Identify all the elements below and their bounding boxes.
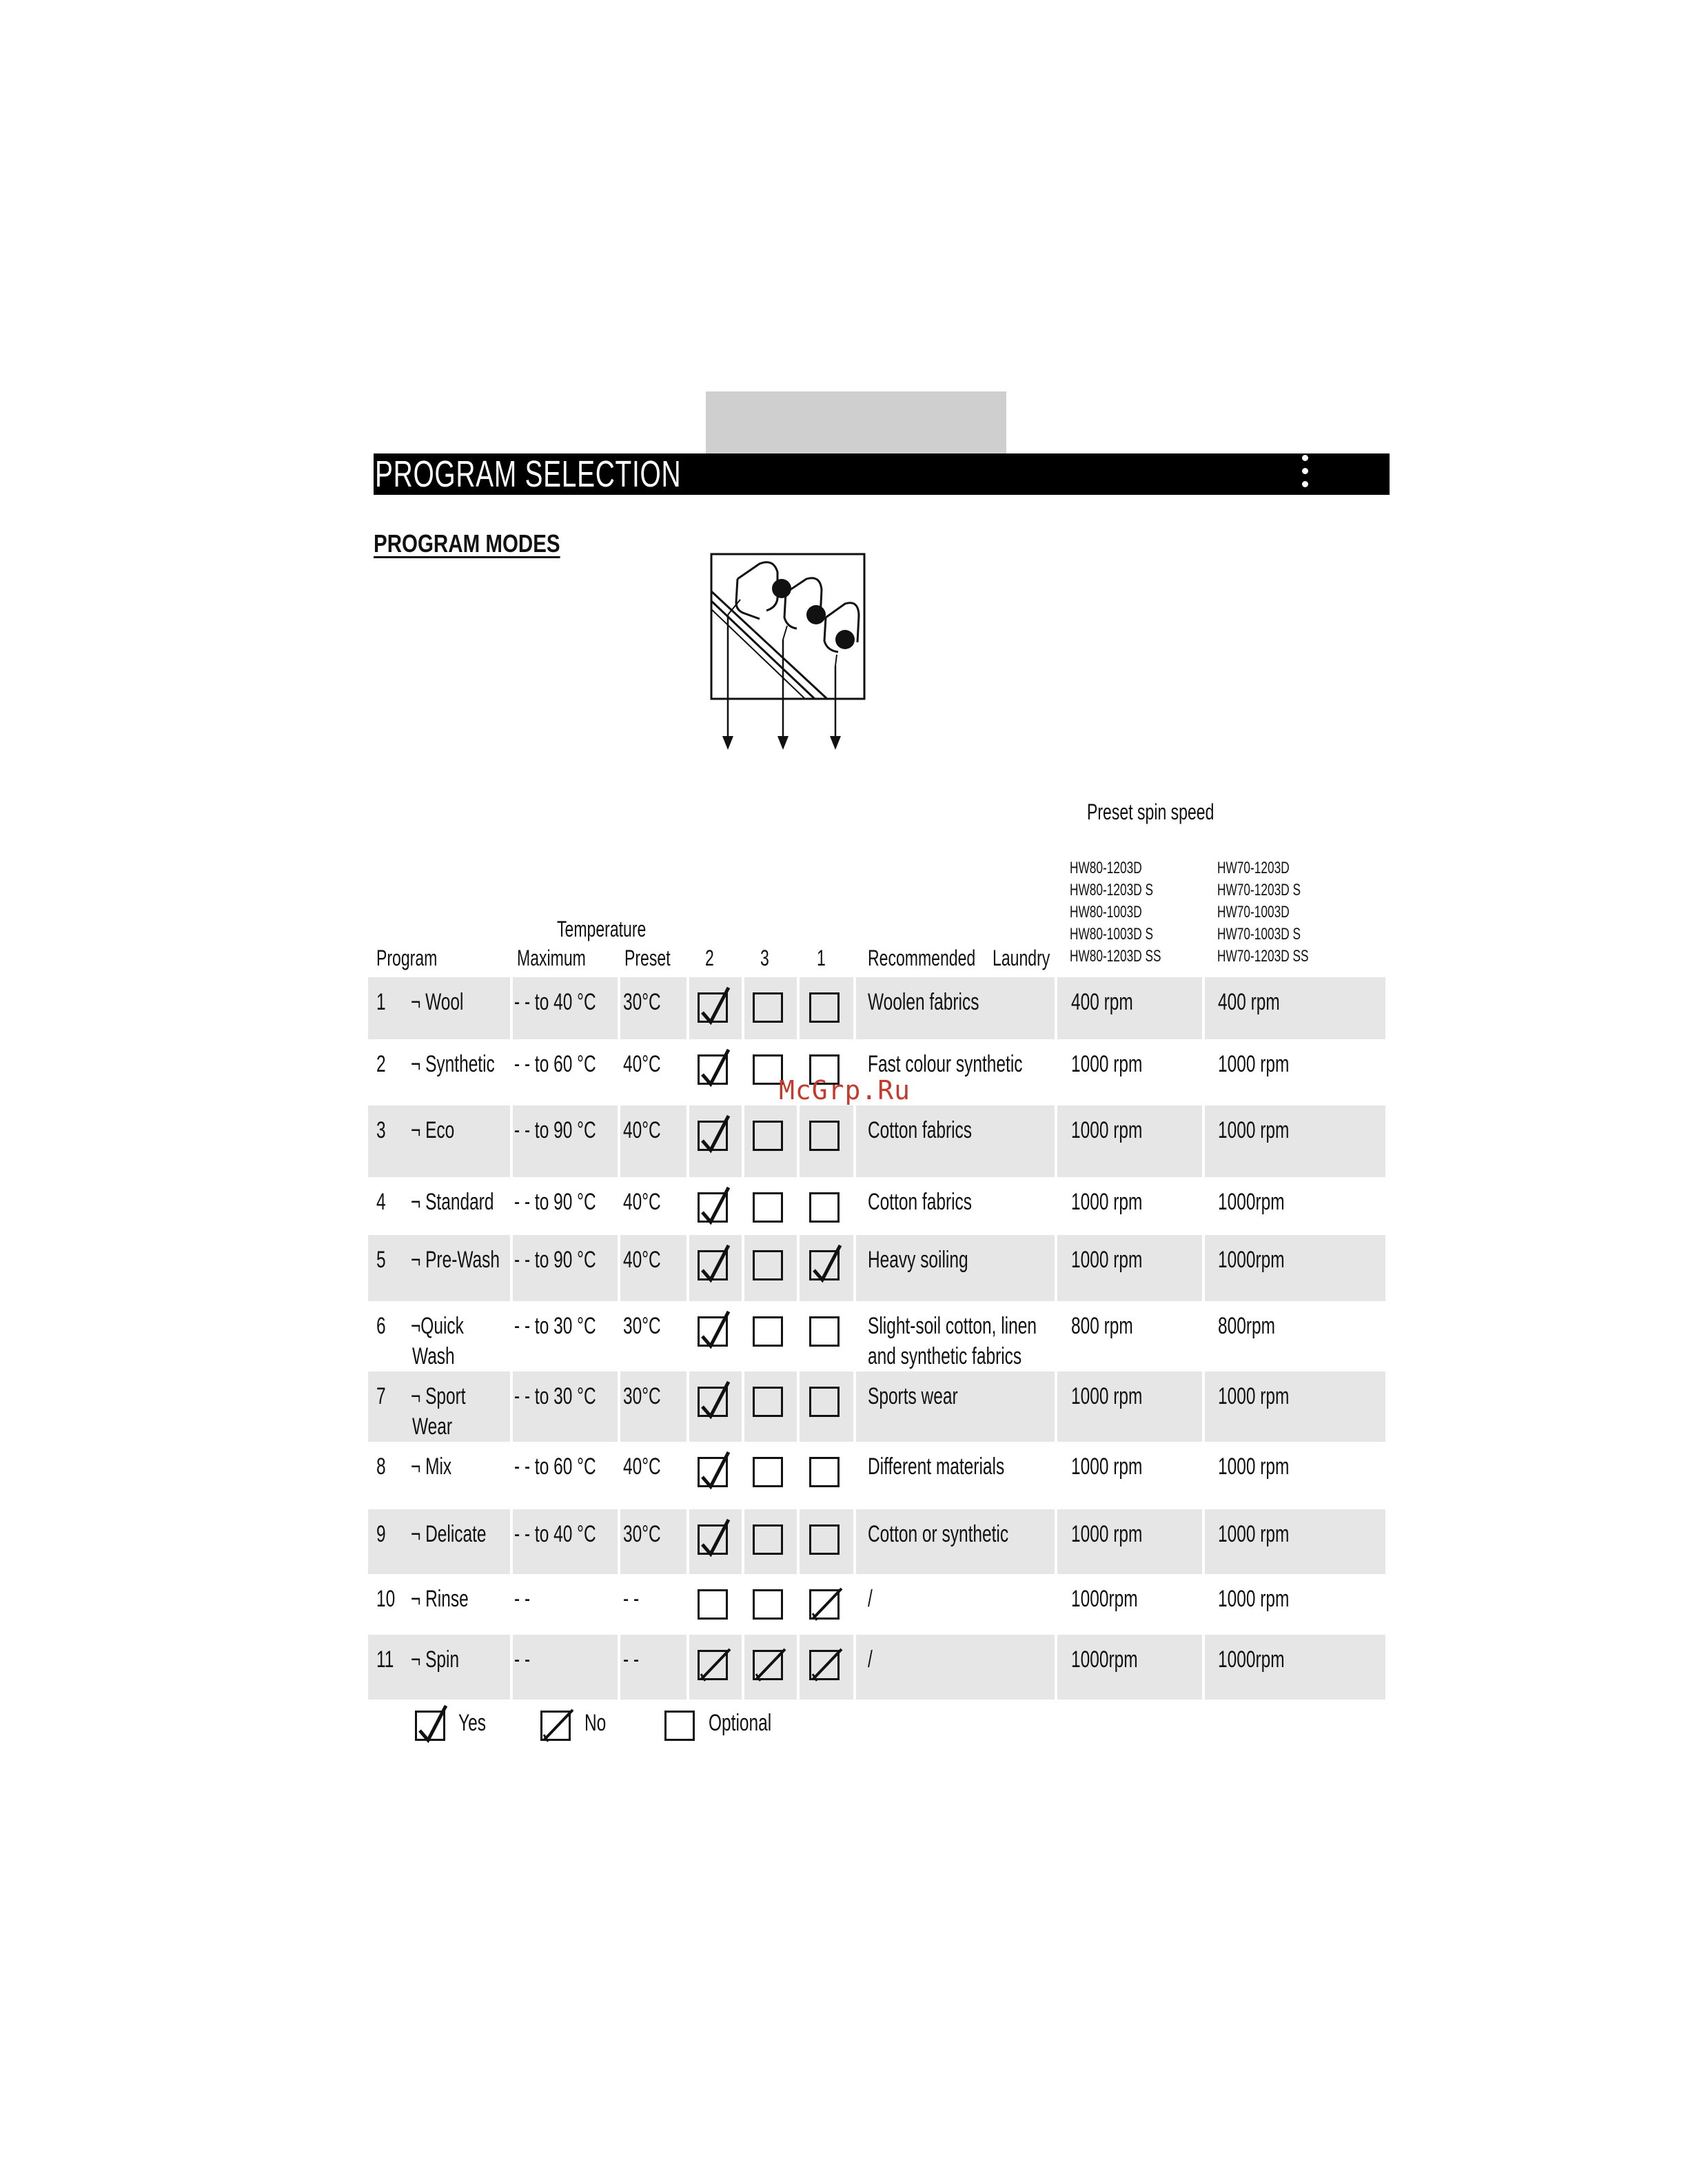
compartment-3-optional-checkbox	[753, 1192, 783, 1223]
program-number: 7	[376, 1383, 386, 1409]
model-name: HW80-1003D S	[1070, 925, 1154, 943]
compartment-3-optional-checkbox	[753, 1250, 783, 1280]
spin-speed-a: 1000 rpm	[1071, 1383, 1143, 1409]
program-number: 3	[376, 1117, 386, 1143]
max-temperature: - - to 90 °C	[514, 1247, 596, 1273]
program-name: ¬ Synthetic	[411, 1051, 495, 1077]
spin-speed-b: 1000 rpm	[1218, 1117, 1290, 1143]
recommended-laundry: /	[868, 1646, 873, 1673]
spin-speed-a: 1000 rpm	[1071, 1189, 1143, 1215]
compartment-1-yes-checkbox	[809, 1250, 840, 1280]
compartment-3-no-checkbox	[753, 1650, 783, 1680]
max-temperature: - -	[514, 1586, 531, 1612]
preset-temperature: 40°C	[623, 1189, 661, 1215]
compartment-2-yes-checkbox	[698, 1192, 728, 1223]
max-temperature: - -	[514, 1646, 531, 1673]
spin-speed-b: 400 rpm	[1218, 989, 1280, 1015]
compartment-3-optional-checkbox	[753, 1589, 783, 1620]
compartment-2-yes-checkbox	[698, 1250, 728, 1280]
legend-no-label: No	[584, 1710, 607, 1736]
column-header-laundry: Laundry	[993, 946, 1050, 970]
spin-speed-a: 400 rpm	[1071, 989, 1133, 1015]
compartment-1-optional-checkbox	[809, 1457, 840, 1487]
model-name: HW80-1203D S	[1070, 881, 1154, 899]
program-number: 6	[376, 1313, 386, 1339]
compartment-2-yes-checkbox	[698, 1054, 728, 1085]
model-name: HW70-1203D S	[1217, 881, 1301, 899]
vertical-dots-icon	[1300, 455, 1310, 495]
recommended-laundry: Sports wear	[868, 1383, 958, 1409]
legend-yes-label: Yes	[458, 1710, 486, 1736]
compartment-2-yes-checkbox	[698, 1121, 728, 1151]
program-name: ¬ Wool	[411, 989, 464, 1015]
max-temperature: - - to 40 °C	[514, 989, 596, 1015]
column-separator	[742, 976, 744, 1701]
compartment-3-optional-checkbox	[753, 1316, 783, 1347]
model-name: HW70-1003D S	[1217, 925, 1301, 943]
program-name: ¬ Standard	[411, 1189, 494, 1215]
program-name-continued: Wear	[412, 1414, 453, 1440]
max-temperature: - - to 30 °C	[514, 1383, 596, 1409]
column-header-recommended: Recommended	[868, 946, 976, 970]
column-separator	[1202, 976, 1205, 1701]
spin-speed-a: 1000 rpm	[1071, 1453, 1143, 1480]
model-name: HW70-1003D	[1217, 903, 1290, 921]
column-separator	[1055, 976, 1057, 1701]
preset-temperature: 40°C	[623, 1247, 661, 1273]
compartment-2-yes-checkbox	[698, 1457, 728, 1487]
legend-optional-label: Optional	[709, 1710, 772, 1736]
legend-yes-checkbox	[415, 1711, 445, 1741]
compartment-1-optional-checkbox	[809, 1316, 840, 1347]
spin-speed-a: 1000 rpm	[1071, 1521, 1143, 1547]
compartment-1-optional-checkbox	[809, 1192, 840, 1223]
preset-temperature: - -	[623, 1586, 640, 1612]
max-temperature: - - to 60 °C	[514, 1453, 596, 1480]
spin-speed-b: 1000rpm	[1218, 1247, 1285, 1273]
recommended-laundry: /	[868, 1586, 873, 1612]
watermark: McGrp.Ru	[779, 1075, 911, 1105]
compartment-2-yes-checkbox	[698, 1524, 728, 1555]
spin-speed-b: 1000 rpm	[1218, 1051, 1290, 1077]
program-name: ¬ Spin	[411, 1646, 460, 1673]
compartment-3-optional-checkbox	[753, 1524, 783, 1555]
compartment-1-optional-checkbox	[809, 1524, 840, 1555]
model-name: HW70-1203D SS	[1217, 947, 1309, 966]
spin-speed-a: 1000rpm	[1071, 1646, 1138, 1673]
legend-optional-checkbox	[664, 1711, 695, 1741]
compartment-3-optional-checkbox	[753, 1387, 783, 1417]
compartment-2-yes-checkbox	[698, 992, 728, 1023]
max-temperature: - - to 90 °C	[514, 1117, 596, 1143]
column-header-maximum: Maximum	[517, 946, 586, 970]
model-list-b	[1217, 857, 1309, 968]
preset-temperature: 40°C	[623, 1453, 661, 1480]
model-name: HW80-1203D SS	[1070, 947, 1161, 966]
max-temperature: - - to 40 °C	[514, 1521, 596, 1547]
spin-speed-a: 1000 rpm	[1071, 1117, 1143, 1143]
spin-speed-b: 1000 rpm	[1218, 1521, 1290, 1547]
compartment-1-no-checkbox	[809, 1589, 840, 1620]
program-number: 1	[376, 989, 386, 1015]
program-number: 4	[376, 1189, 386, 1215]
model-name: HW80-1203D	[1070, 859, 1142, 877]
program-number: 2	[376, 1051, 386, 1077]
compartment-1-optional-checkbox	[809, 1387, 840, 1417]
compartment-2-yes-checkbox	[698, 1387, 728, 1417]
detergent-drawer-diagram	[710, 551, 875, 751]
max-temperature: - - to 60 °C	[514, 1051, 596, 1077]
compartment-1-optional-checkbox	[809, 1121, 840, 1151]
column-header-compartment-2: 2	[705, 946, 714, 970]
program-number: 8	[376, 1453, 386, 1480]
program-name: ¬ Delicate	[411, 1521, 487, 1547]
program-name: ¬ Eco	[411, 1117, 455, 1143]
program-name: ¬ Sport	[411, 1383, 466, 1409]
header-tab	[706, 391, 1006, 453]
column-separator	[618, 976, 620, 1701]
compartment-2-yes-checkbox	[698, 1316, 728, 1347]
spin-speed-a: 1000rpm	[1071, 1586, 1138, 1612]
recommended-laundry: Woolen fabrics	[868, 989, 979, 1015]
program-name: ¬ Mix	[411, 1453, 452, 1480]
program-name: ¬Quick	[411, 1313, 464, 1339]
recommended-laundry: Cotton fabrics	[868, 1189, 973, 1215]
spin-speed-b: 1000rpm	[1218, 1189, 1285, 1215]
spin-speed-b: 1000 rpm	[1218, 1586, 1290, 1612]
column-header-compartment-3: 3	[760, 946, 769, 970]
program-name: ¬ Rinse	[411, 1586, 469, 1612]
recommended-laundry: Heavy soiling	[868, 1247, 968, 1273]
recommended-laundry: Slight-soil cotton, linen	[868, 1313, 1037, 1339]
section-heading: PROGRAM MODES	[374, 529, 560, 558]
program-number: 9	[376, 1521, 386, 1547]
program-name-continued: Wash	[412, 1343, 455, 1369]
temperature-header: Temperature	[557, 917, 647, 941]
model-name: HW70-1203D	[1217, 859, 1290, 877]
preset-temperature: 30°C	[623, 989, 661, 1015]
column-header-preset: Preset	[624, 946, 671, 970]
column-header-program: Program	[376, 946, 438, 970]
model-list-a	[1070, 857, 1161, 968]
compartment-2-no-checkbox	[698, 1650, 728, 1680]
page-title: PROGRAM SELECTION	[375, 453, 682, 495]
recommended-laundry: Cotton fabrics	[868, 1117, 973, 1143]
compartment-2-optional-checkbox	[698, 1589, 728, 1620]
compartment-3-optional-checkbox	[753, 992, 783, 1023]
spin-speed-b: 1000rpm	[1218, 1646, 1285, 1673]
compartment-1-no-checkbox	[809, 1650, 840, 1680]
model-name: HW80-1003D	[1070, 903, 1142, 921]
preset-temperature: 40°C	[623, 1051, 661, 1077]
program-number: 5	[376, 1247, 386, 1273]
preset-temperature: 30°C	[623, 1383, 661, 1409]
recommended-laundry: Cotton or synthetic	[868, 1521, 1009, 1547]
program-number: 10	[376, 1586, 396, 1612]
spin-speed-b: 800rpm	[1218, 1313, 1276, 1339]
recommended-laundry: Different materials	[868, 1453, 1005, 1480]
column-separator	[510, 976, 513, 1701]
recommended-laundry-continued: and synthetic fabrics	[868, 1343, 1022, 1369]
preset-temperature: 40°C	[623, 1117, 661, 1143]
program-name: ¬ Pre-Wash	[411, 1247, 500, 1273]
max-temperature: - - to 90 °C	[514, 1189, 596, 1215]
spin-speed-b: 1000 rpm	[1218, 1383, 1290, 1409]
spin-speed-a: 1000 rpm	[1071, 1247, 1143, 1273]
compartment-3-optional-checkbox	[753, 1121, 783, 1151]
legend-no-checkbox	[540, 1711, 571, 1741]
compartment-3-optional-checkbox	[753, 1457, 783, 1487]
preset-temperature: 30°C	[623, 1313, 661, 1339]
column-header-compartment-1: 1	[817, 946, 826, 970]
spin-speed-a: 800 rpm	[1071, 1313, 1133, 1339]
spin-speed-a: 1000 rpm	[1071, 1051, 1143, 1077]
preset-temperature: 30°C	[623, 1521, 661, 1547]
max-temperature: - - to 30 °C	[514, 1313, 596, 1339]
program-number: 11	[376, 1646, 394, 1673]
preset-temperature: - -	[623, 1646, 640, 1673]
compartment-1-optional-checkbox	[809, 992, 840, 1023]
preset-spin-speed-label: Preset spin speed	[1087, 799, 1214, 824]
spin-speed-b: 1000 rpm	[1218, 1453, 1290, 1480]
recommended-laundry: Fast colour synthetic	[868, 1051, 1023, 1077]
column-separator	[687, 976, 689, 1701]
